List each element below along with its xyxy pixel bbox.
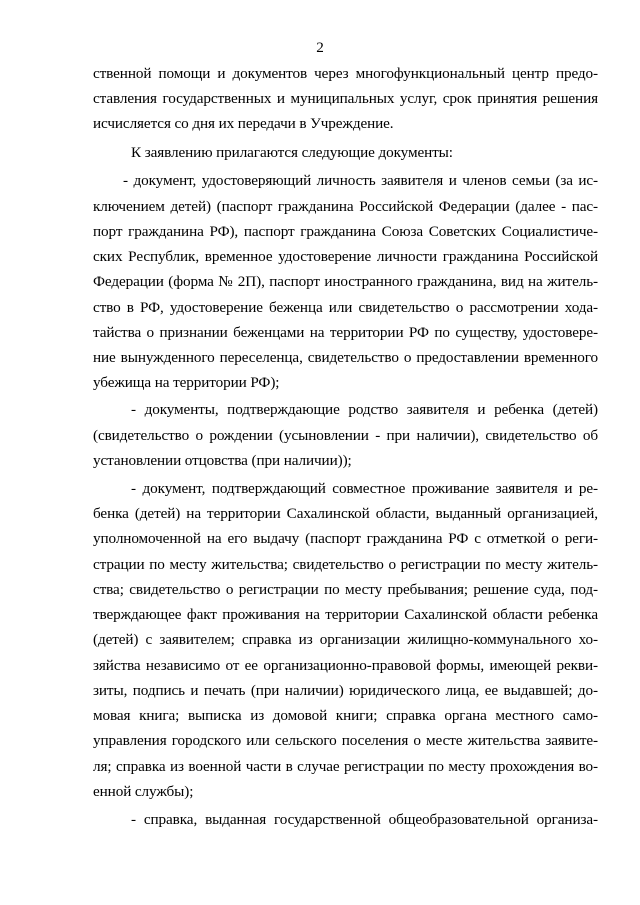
text-line: ние вынужденного переселенца, свидетельство о предоставлении временного bbox=[93, 349, 598, 366]
text-line: - документ, подтверждающий совместное проживание заявителя и ре- bbox=[131, 480, 598, 497]
text-line: - справка, выданная государственной общеобразовательной организа- bbox=[131, 811, 598, 828]
text-line: - документ, удостоверяющий личность заявителя и членов семьи (за ис- bbox=[123, 172, 598, 189]
text-line: К заявлению прилагаются следующие документы: bbox=[131, 144, 453, 161]
text-line: (свидетельство о рождении (усыновлении - при наличии), свидетельство об bbox=[93, 427, 598, 444]
text-line: уполномоченной на его выдачу (паспорт гражданина РФ с отметкой о реги- bbox=[93, 530, 598, 547]
text-line: зиты, подпись и печать (при наличии) юридического лица, ее выдавшей; до- bbox=[93, 682, 598, 699]
text-line: зяйства независимо от ее организационно-правовой формы, имеющей рекви- bbox=[93, 657, 598, 674]
text-line: ставления государственных и муниципальных услуг, срок принятия решения bbox=[93, 90, 598, 107]
text-line: енной службы); bbox=[93, 783, 194, 800]
text-line: страции по месту жительства; свидетельство о регистрации по месту житель- bbox=[93, 556, 598, 573]
text-line: ство в РФ, удостоверение беженца или свидетельство о рассмотрении хода- bbox=[93, 299, 598, 316]
text-line: ских Республик, временное удостоверение личности гражданина Российской bbox=[93, 248, 598, 265]
text-line: установлении отцовства (при наличии)); bbox=[93, 452, 352, 469]
page-number: 2 bbox=[316, 39, 324, 56]
text-line: ля; справка из военной части в случае регистрации по месту прохождения во- bbox=[93, 758, 598, 775]
text-line: ства; свидетельство о регистрации по месту пребывания; решение суда, под- bbox=[93, 581, 598, 598]
text-line: управления городского или сельского поселения о месте жительства заявите- bbox=[93, 732, 598, 749]
text-line: Федерации (форма № 2П), паспорт иностранного гражданина, вид на житель- bbox=[93, 273, 598, 290]
text-line: тверждающее факт проживания на территории Сахалинской области ребенка bbox=[93, 606, 598, 623]
text-line: - документы, подтверждающие родство заявителя и ребенка (детей) bbox=[131, 401, 598, 418]
text-line: исчисляется со дня их передачи в Учреждение. bbox=[93, 115, 394, 132]
text-line: ключением детей) (паспорт гражданина Российской Федерации (далее - пас- bbox=[93, 198, 598, 215]
text-line: тайства о признании беженцами на территории РФ по существу, удостовере- bbox=[93, 324, 598, 341]
text-line: мовая книга; выписка из домовой книги; справка органа местного само- bbox=[93, 707, 598, 724]
text-line: бенка (детей) на территории Сахалинской области, выданный организацией, bbox=[93, 505, 598, 522]
text-line: (детей) с заявителем; справка из организации жилищно-коммунального хо- bbox=[93, 631, 598, 648]
text-line: порт гражданина РФ), паспорт гражданина Союза Советских Социалистиче- bbox=[93, 223, 598, 240]
text-line: убежища на территории РФ); bbox=[93, 374, 280, 391]
text-line: ственной помощи и документов через многофункциональный центр предо- bbox=[93, 65, 598, 82]
